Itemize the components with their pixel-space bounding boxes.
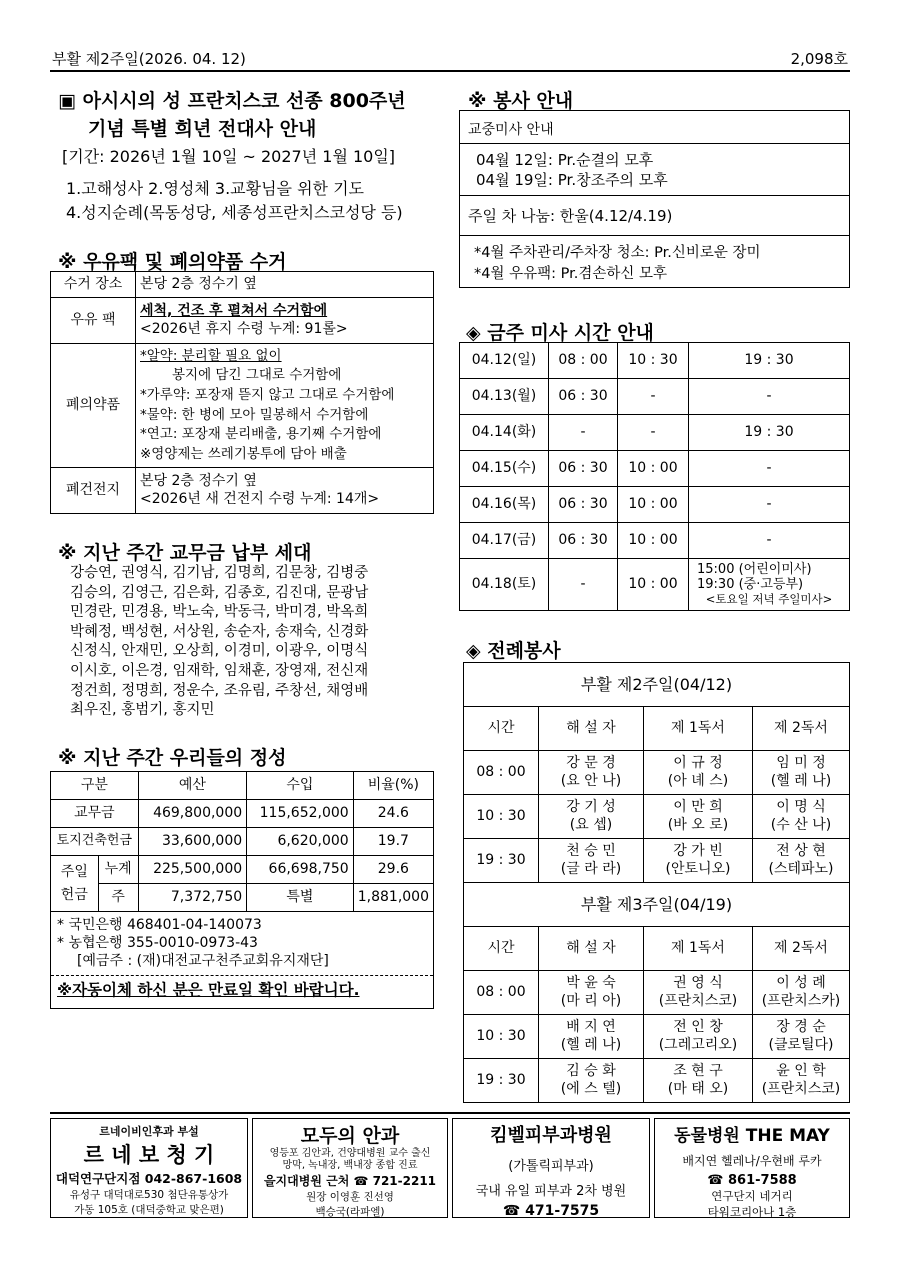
mass-day: 04.15(수) <box>460 451 549 487</box>
dues-line: 민경란, 민경용, 박노숙, 박동극, 박미경, 박옥희 <box>70 604 369 621</box>
jubilee-title-1: ▣ 아시시의 성 프란치스코 선종 800주년 <box>58 90 406 112</box>
ratio-value: 29.6 <box>353 856 433 884</box>
milk-count: <2026년 휴지 수령 누계: 91롤> <box>140 320 348 337</box>
reader1-name: 강 가 빈 <box>673 843 723 859</box>
mass-time-3: - <box>689 523 850 559</box>
dues-line: 박혜정, 백성현, 서상원, 송순자, 송재숙, 신경화 <box>70 623 369 640</box>
mass-time-2: 10 : 00 <box>618 451 689 487</box>
mass-time-3: - <box>689 379 850 415</box>
col-reading-1: 제 1독서 <box>644 927 753 971</box>
liturgy-title: ◈ 전례봉사 <box>466 640 561 662</box>
saturday-mass-note: <토요일 저녁 주일미사> <box>705 591 833 606</box>
reader1-name: 전 인 창 <box>673 1019 723 1035</box>
service-title: ※ 봉사 안내 <box>468 90 574 112</box>
mass-time-2: 10 : 00 <box>618 487 689 523</box>
ad1-top: 르네이비인후과 부설 <box>99 1125 199 1138</box>
mass-row <box>460 415 850 451</box>
reader1-name: 이 규 정 <box>673 755 723 771</box>
dues-line: 이시호, 이은경, 임재학, 임채훈, 장영재, 전신재 <box>70 662 369 679</box>
ad4-name: 동물병원 THE MAY <box>674 1126 830 1146</box>
dues-line: 김승의, 김영근, 김은화, 김종호, 김진대, 문광남 <box>70 584 369 601</box>
col-reading-1: 제 1독서 <box>644 707 753 751</box>
mass-time-1: 06 : 30 <box>549 379 618 415</box>
auto-transfer-notice: ※자동이체 하신 분은 만료일 확인 바랍니다. <box>57 980 360 999</box>
reader2-baptismal: (헬 레 나) <box>770 772 832 789</box>
place-label: 수거 장소 <box>51 272 136 298</box>
liturgy-table <box>463 662 850 1103</box>
dues-line: 신정식, 안재민, 오상희, 이경미, 이광우, 이명식 <box>70 643 369 660</box>
mass-service-2: 04월 19일: Pr.창조주의 모후 <box>476 171 668 189</box>
header-rule <box>50 70 850 72</box>
ad-eye-clinic <box>252 1118 448 1218</box>
commentator-name: 김 승 화 <box>566 1063 616 1079</box>
ad1-tel: 대덕연구단지점 042-867-1608 <box>55 1171 243 1186</box>
saturday-mass-1: 15:00 (어린이미사) <box>697 561 812 577</box>
reader2-name: 전 상 현 <box>776 843 826 859</box>
mass-times-title: ◈ 금주 미사 시간 안내 <box>466 322 654 344</box>
budget-value: 225,500,000 <box>138 856 246 884</box>
offering-title: ※ 지난 주간 우리들의 정성 <box>58 747 287 769</box>
reader2-name: 이 명 식 <box>776 799 826 815</box>
col-ratio: 비율(%) <box>353 772 433 800</box>
col-reading-2: 제 2독서 <box>753 927 850 971</box>
col-reading-2: 제 2독서 <box>753 707 850 751</box>
mass-time-1: 08 : 00 <box>549 343 618 379</box>
col-gubun: 구분 <box>51 772 139 800</box>
battery-place: 본당 2층 정수기 옆 <box>140 473 257 489</box>
mass-row <box>460 487 850 523</box>
reader1-name: 권 영 식 <box>673 975 723 991</box>
jubilee-title-2: 기념 특별 희년 전대사 안내 <box>88 118 317 140</box>
offering-table <box>50 771 434 1009</box>
reader2-baptismal: (프란치스카) <box>761 992 841 1009</box>
mass-row <box>460 523 850 559</box>
ad4-line: 연구단지 네거리 <box>711 1189 793 1203</box>
ad4-line: 타워코리아나 1층 <box>707 1205 797 1219</box>
weekly-value: 7,372,750 <box>138 884 246 912</box>
mass-time-1: 06 : 30 <box>549 451 618 487</box>
mass-day: 04.16(목) <box>460 487 549 523</box>
commentator-baptismal: (헬 레 나) <box>560 1036 622 1053</box>
row-label: 토지건축헌금 <box>51 828 139 856</box>
week2-title: 부활 제3주일(04/19) <box>464 883 850 927</box>
dues-line: 정건희, 정명희, 정운수, 조유림, 주창선, 채영배 <box>70 682 369 699</box>
mass-row <box>460 559 850 611</box>
recycle-table <box>50 271 434 514</box>
medicine-line: *가루약: 포장재 뜯지 않고 그대로 수거함에 <box>140 386 395 403</box>
reader2-name: 장 경 순 <box>776 1019 826 1035</box>
ad1-addr2: 가동 105호 (대덕중학교 맞은편) <box>74 1204 224 1216</box>
ad3-line: 국내 유일 피부과 2차 병원 <box>475 1184 627 1199</box>
col-commentator: 해 설 자 <box>539 707 644 751</box>
mass-row <box>460 451 850 487</box>
row-label: 주 <box>98 884 138 912</box>
saturday-mass-2: 19:30 (중·고등부) <box>697 576 804 592</box>
commentator-name: 배 지 연 <box>566 1019 616 1035</box>
mass-service-1: 04월 12일: Pr.순결의 모후 <box>476 151 654 169</box>
dues-line: 강승연, 권영식, 김기남, 김명희, 김문창, 김병중 <box>70 565 369 581</box>
ad4-tel: ☎ 861-7588 <box>707 1173 797 1188</box>
ad2-line: 백승국(라파엘) <box>315 1206 385 1218</box>
commentator-name: 강 문 경 <box>566 755 616 771</box>
milk-instruction: 세척, 건조 후 펼쳐서 수거함에 <box>140 303 328 319</box>
dues-line: 최우진, 홍범기, 홍지민 <box>70 702 215 719</box>
mass-times-table <box>459 342 850 611</box>
liturgy-row <box>464 1015 850 1059</box>
mass-day: 04.17(금) <box>460 523 549 559</box>
mass-day: 04.18(토) <box>460 559 549 611</box>
liturgy-row <box>464 795 850 839</box>
commentator-name: 박 윤 숙 <box>566 975 616 991</box>
commentator-name: 강 기 성 <box>566 799 616 815</box>
commentator-baptismal: (요 셉) <box>569 816 613 833</box>
ad2-tel: 을지대병원 근처 ☎ 721-2211 <box>263 1174 437 1188</box>
jubilee-period: [기간: 2026년 1월 10일 ~ 2027년 1월 10일] <box>62 147 396 166</box>
service-box <box>459 110 850 288</box>
car-sharing: 주일 차 나눔: 한울(4.12/4.19) <box>468 207 673 225</box>
mass-time-1: - <box>549 415 618 451</box>
ratio-value: 19.7 <box>353 828 433 856</box>
ad2-line: 원장 이영훈 진선영 <box>306 1191 394 1203</box>
reader1-baptismal: (아 녜 스) <box>667 772 729 789</box>
reader2-name: 이 성 례 <box>776 975 826 991</box>
reader2-baptismal: (수 산 나) <box>770 816 832 833</box>
mass-time-3: 19 : 30 <box>689 343 850 379</box>
dues-list <box>70 564 368 721</box>
reader1-name: 조 현 구 <box>673 1063 723 1079</box>
ad1-name: 르 네 보 청 기 <box>83 1143 215 1167</box>
ad-hearing-aid <box>50 1118 248 1218</box>
liturgy-row <box>464 751 850 795</box>
row-label: 교무금 <box>51 800 139 828</box>
commentator-baptismal: (마 리 아) <box>560 992 622 1009</box>
commentator-baptismal: (에 스 텔) <box>560 1080 622 1097</box>
jubilee-conditions-1: 1.고해성사 2.영성체 3.교황님을 위한 기도 <box>66 179 364 198</box>
ad3-line: (가톨릭피부과) <box>508 1159 594 1174</box>
mass-time-2: - <box>618 379 689 415</box>
commentator-baptismal: (글 라 라) <box>560 860 622 877</box>
reader1-baptismal: (프란치스코) <box>658 992 738 1009</box>
medicine-line: 봉지에 담긴 그대로 수거함에 <box>172 367 342 384</box>
liturgy-row <box>464 1059 850 1103</box>
budget-value: 33,600,000 <box>138 828 246 856</box>
income-value: 6,620,000 <box>247 828 354 856</box>
mass-day: 04.12(일) <box>460 343 549 379</box>
medicine-line: *연고: 포장재 분리배출, 용기째 수거함에 <box>140 426 382 443</box>
income-value: 66,698,750 <box>247 856 354 884</box>
budget-value: 469,800,000 <box>138 800 246 828</box>
row-label: 누계 <box>98 856 138 884</box>
mass-time-1: - <box>549 559 618 611</box>
liturgy-time: 19 : 30 <box>464 1059 539 1103</box>
ratio-value: 24.6 <box>353 800 433 828</box>
commentator-baptismal: (요 안 나) <box>560 772 622 789</box>
bank-account-1: * 국민은행 468401-04-140073 <box>57 917 262 933</box>
ad2-line: 영등포 김안과, 건양대병원 교수 출신 <box>269 1148 431 1159</box>
mass-service-heading: 교중미사 안내 <box>468 122 554 138</box>
mass-time-2: 10 : 00 <box>618 523 689 559</box>
liturgy-time: 10 : 30 <box>464 1015 539 1059</box>
mass-day: 04.14(화) <box>460 415 549 451</box>
issue-number: 2,098호 <box>790 50 848 68</box>
mass-row <box>460 343 850 379</box>
place-value: 본당 2층 정수기 옆 <box>136 272 434 298</box>
mass-time-2: 10 : 30 <box>618 343 689 379</box>
ad3-tel: ☎ 471-7575 <box>502 1203 600 1219</box>
medicine-line: *물약: 한 병에 모아 밀봉해서 수거함에 <box>140 406 369 423</box>
dues-title: ※ 지난 주간 교무금 납부 세대 <box>58 542 312 564</box>
reader2-baptismal: (프란치스코) <box>761 1080 841 1097</box>
sunday-offering-label: 주일 헌금 <box>51 856 99 912</box>
bank-account-2: * 농협은행 355-0010-0973-43 <box>57 935 258 952</box>
battery-label: 폐건전지 <box>51 468 136 514</box>
reader2-name: 윤 인 학 <box>776 1063 826 1079</box>
liturgy-time: 08 : 00 <box>464 751 539 795</box>
reader2-baptismal: (스테파노) <box>768 860 834 877</box>
account-holder: [예금주 : (재)대전교구천주교회유지재단] <box>77 953 329 970</box>
income-value: 115,652,000 <box>247 800 354 828</box>
medicine-line: *알약: 분리할 필요 없이 <box>140 347 282 364</box>
ad2-line: 망막, 녹내장, 백내장 종합 진료 <box>282 1160 418 1171</box>
recycle-title: ※ 우유팩 및 폐의약품 수거 <box>58 251 287 273</box>
reader1-baptismal: (마 태 오) <box>667 1080 729 1097</box>
footer-rule <box>50 1112 850 1114</box>
mass-time-1: 06 : 30 <box>549 487 618 523</box>
jubilee-conditions-2: 4.성지순례(목동성당, 세종성프란치스코성당 등) <box>66 203 403 222</box>
mass-time-3: - <box>689 451 850 487</box>
ad-animal-hospital <box>654 1118 850 1218</box>
medicine-line: ※영양제는 쓰레기봉투에 담아 배출 <box>140 445 347 462</box>
reader1-baptismal: (그레고리오) <box>658 1036 738 1053</box>
week1-title: 부활 제2주일(04/12) <box>464 663 850 707</box>
liturgy-row <box>464 839 850 883</box>
col-income: 수입 <box>247 772 354 800</box>
mass-day: 04.13(월) <box>460 379 549 415</box>
issue-date: 부활 제2주일(2026. 04. 12) <box>52 50 246 68</box>
special-label: 특별 <box>247 884 354 912</box>
ad1-addr1: 유성구 대덕대로530 첨단유통상가 <box>69 1189 229 1201</box>
medicine-label: 폐의약품 <box>51 344 136 468</box>
reader1-baptismal: (안토니오) <box>665 860 731 877</box>
reader2-name: 임 미 정 <box>776 755 826 771</box>
mass-time-1: 06 : 30 <box>549 523 618 559</box>
liturgy-time: 10 : 30 <box>464 795 539 839</box>
liturgy-time: 08 : 00 <box>464 971 539 1015</box>
ad3-name: 킴벨피부과병원 <box>490 1125 612 1146</box>
col-time: 시간 <box>464 707 539 751</box>
commentator-name: 천 승 민 <box>566 843 616 859</box>
mass-time-2: - <box>618 415 689 451</box>
liturgy-time: 19 : 30 <box>464 839 539 883</box>
reader1-baptismal: (바 오 로) <box>667 816 729 833</box>
milk-service: *4월 우유팩: Pr.겸손하신 모후 <box>474 266 667 282</box>
battery-count: <2026년 새 건전지 수령 누계: 14개> <box>140 490 380 507</box>
col-time: 시간 <box>464 927 539 971</box>
col-commentator: 해 설 자 <box>539 927 644 971</box>
col-budget: 예산 <box>138 772 246 800</box>
parking-service: *4월 주차관리/주차장 청소: Pr.신비로운 장미 <box>474 245 761 261</box>
mass-time-3: - <box>689 487 850 523</box>
ad4-line: 배지연 헬레나/우현배 루카 <box>682 1154 822 1168</box>
milk-label: 우유 팩 <box>51 298 136 344</box>
reader1-name: 이 만 희 <box>673 799 723 815</box>
ad-dermatology <box>452 1118 650 1218</box>
liturgy-row <box>464 971 850 1015</box>
mass-time-3: 19 : 30 <box>689 415 850 451</box>
special-value: 1,881,000 <box>353 884 433 912</box>
mass-row <box>460 379 850 415</box>
mass-time-2: 10 : 00 <box>618 559 689 611</box>
reader2-baptismal: (클로틸다) <box>768 1036 834 1053</box>
ad2-name: 모두의 안과 <box>300 1125 400 1147</box>
